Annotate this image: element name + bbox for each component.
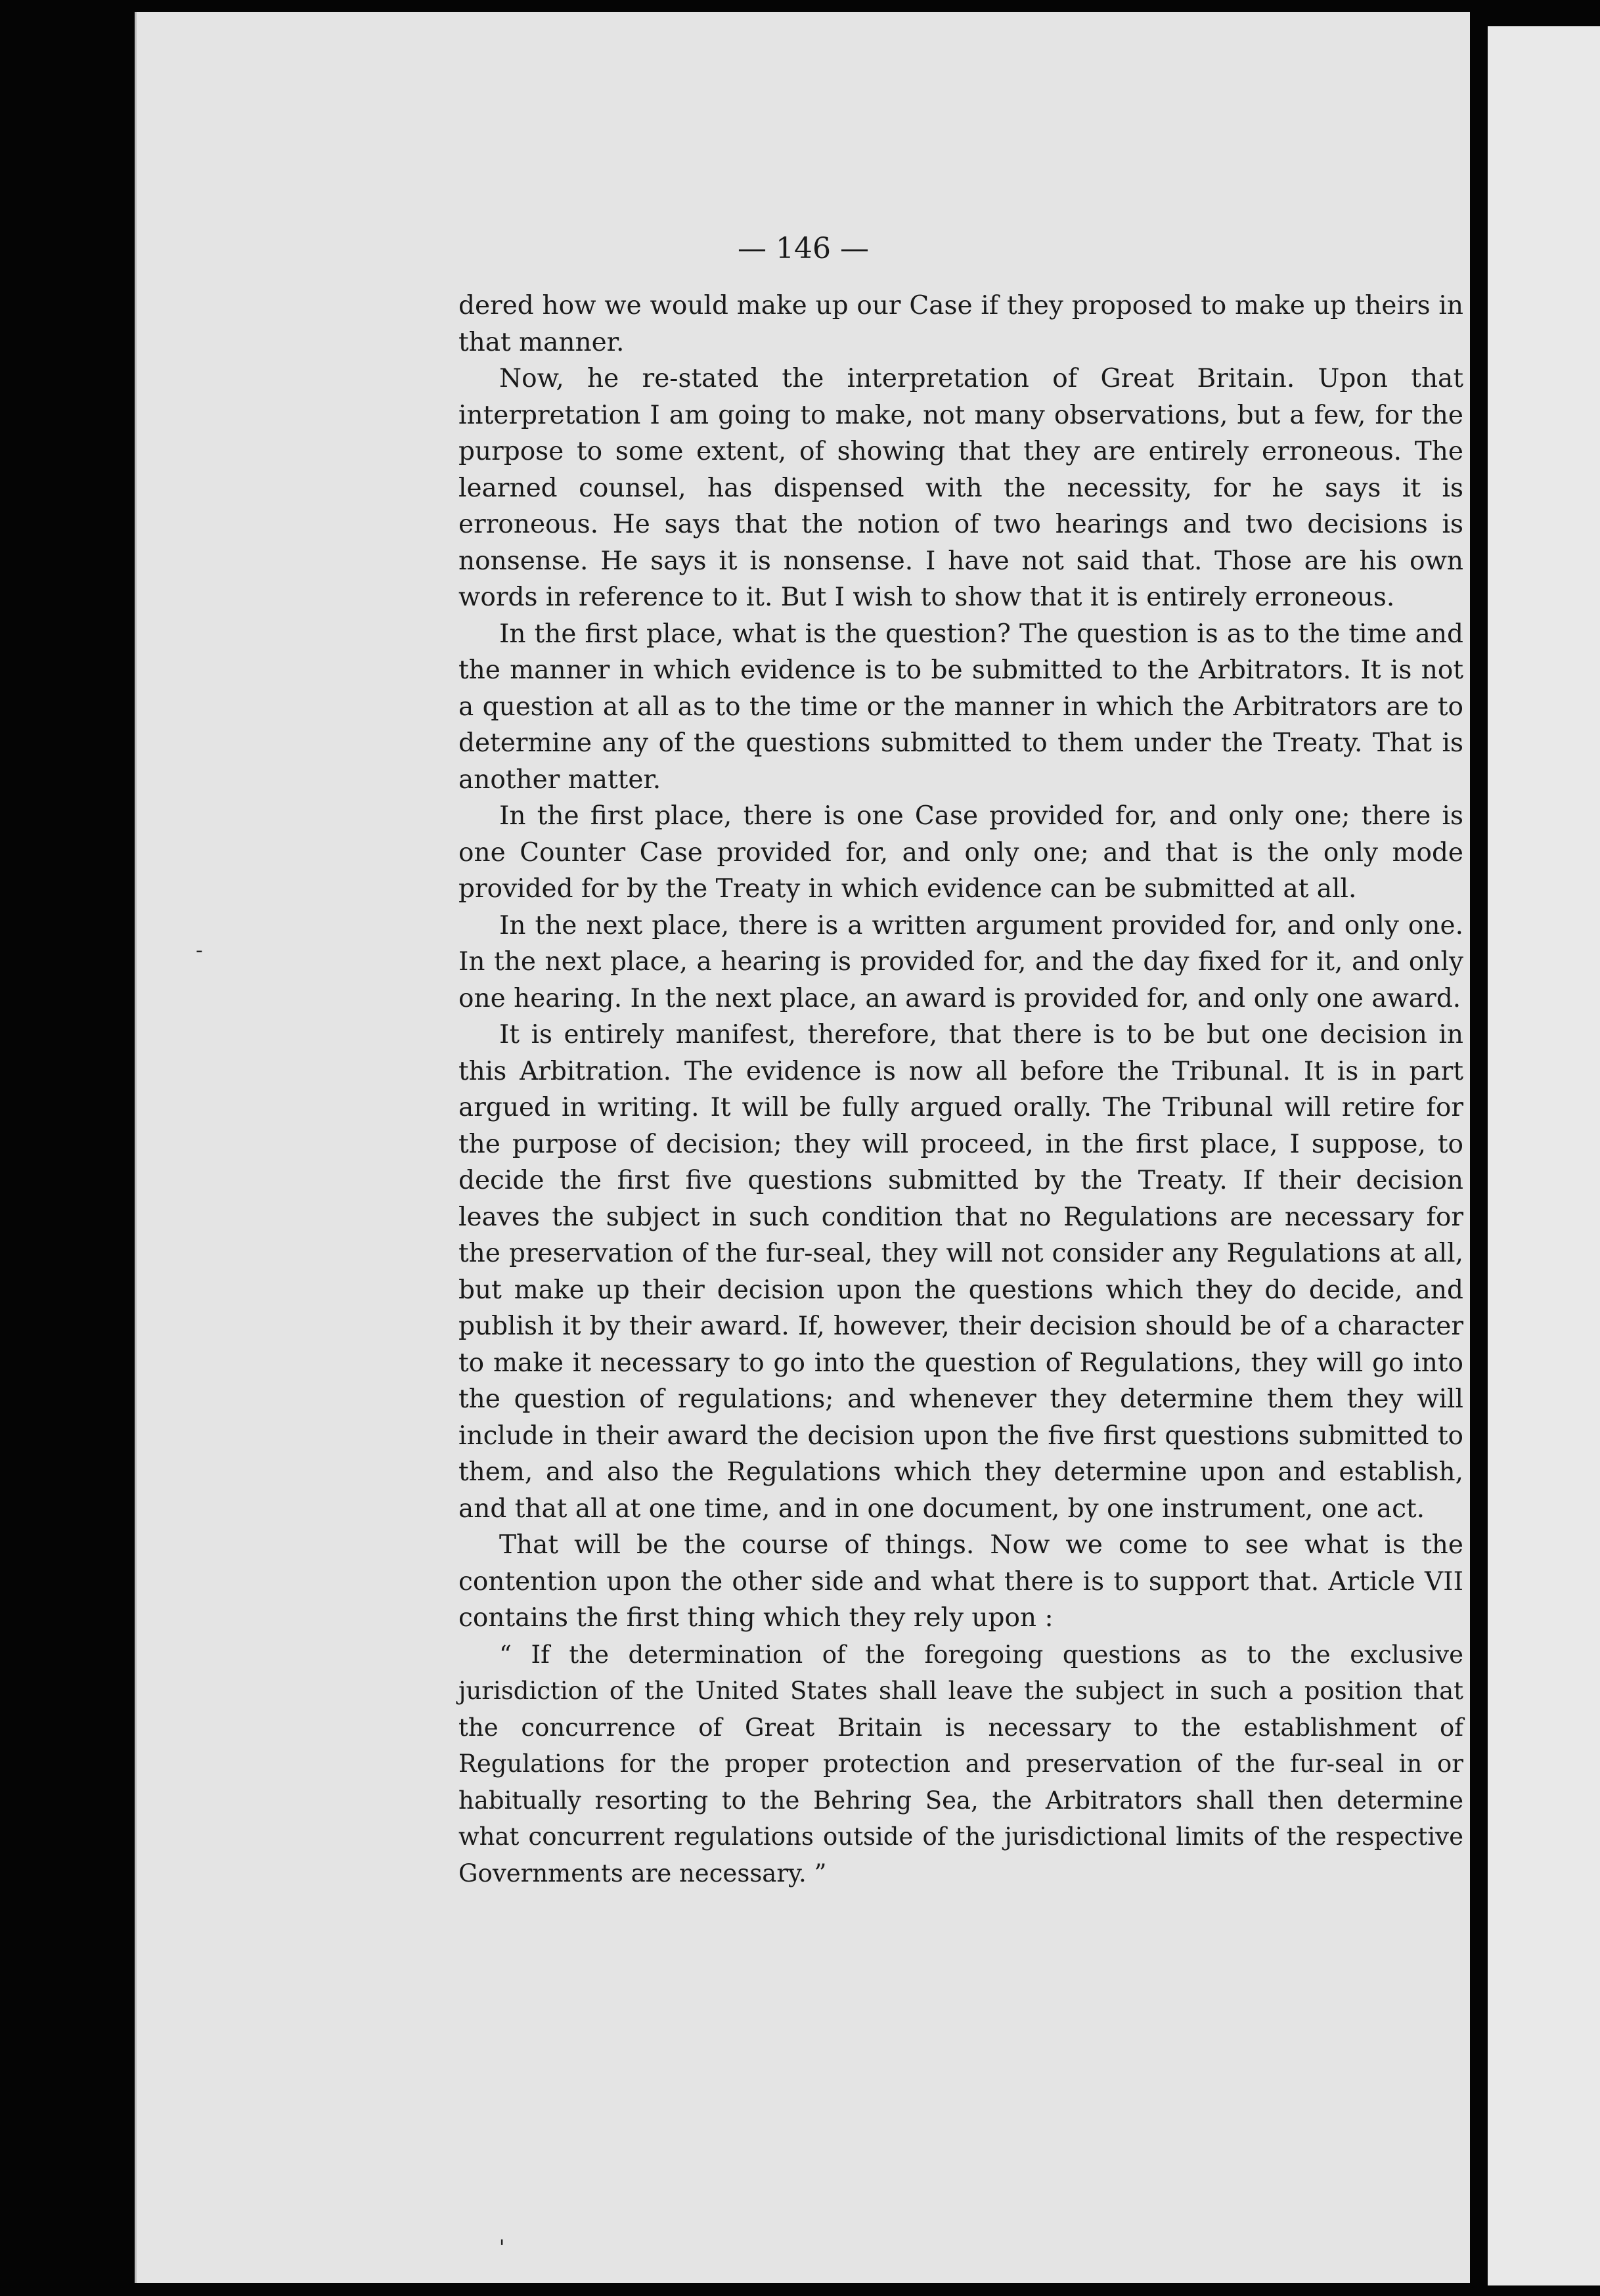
paragraph-1: dered how we would make up our Case if they proposed to make up theirs in that manner.	[458, 291, 1463, 357]
body-text	[458, 288, 1463, 1891]
bottom-mark: '	[499, 2236, 505, 2259]
paragraph-5: In the next place, there is a written argument provided for, and only one. In the next place, a hearing is provided for, and the day fixed for it, and only one hearing. In the next place, an award is provided for, and only one award.	[458, 910, 1463, 1013]
paragraph-4: In the first place, there is one Case provided for, and only one; there is one Counter Case provided for, and only one; and that is the only mode provided for by the Treaty in which evidence can be submitted at all.	[458, 801, 1463, 904]
paragraph-3: In the first place, what is the question? The question is as to the time and the manner in which evidence is to be submitted to the Arbitrators. It is not a question at all as to the time or the manner in which the Arbitrators are to determine any of the questions submitted to them under the Treaty. That is another matter.	[458, 619, 1463, 795]
quoted-article: “ If the determination of the foregoing questions as to the exclusive jurisdiction of the United States shall leave the subject in such a position that the concurrence of Great Britain is necessary to the establishment of Regulations for the proper protection and preservation of the fur-seal in or habitually resorting to the Behring Sea, the Arbitrators shall then determine what concurrent regulations outside of the jurisdictional limits of the respective Governments are necessary. ”	[458, 1640, 1463, 1888]
adjacent-page-edge	[1488, 26, 1600, 2285]
page-number: — 146 —	[738, 232, 869, 265]
margin-mark: -	[196, 939, 203, 962]
paragraph-2: Now, he re-stated the interpretation of Great Britain. Upon that interpretation I am going to make, not many observations, but a few, for the purpose to some extent, of showing that they are entirely erroneous. The learned counsel, has dispensed with the necessity, for he says it is erroneous. He says that the notion of two hearings and two decisions is nonsense. He says it is nonsense. I have not said that. Those are his own words in reference to it. But I wish to show that it is entirely erroneous.	[458, 364, 1463, 612]
paragraph-6: It is entirely manifest, therefore, that there is to be but one decision in this Arbitration. The evidence is now all before the Tribunal. It is in part argued in writing. It will be fully argued orally. The Tribunal will retire for the purpose of decision; they will proceed, in the first place, I suppose, to decide the first five questions submitted by the Treaty. If their decision leaves the subject in such condition that no Regulations are necessary for the preservation of the fur-seal, they will not consider any Regulations at all, but make up their decision upon the questions which they do decide, and publish it by their award. If, however, their decision should be of a character to make it necessary to go into the question of Regulations, they will go into the question of regulations; and whenever they determine them they will include in their award the decision upon the five first questions submitted to them, and also the Regulations which they determine upon and establish, and that all at one time, and in one document, by one instrument, one act.	[458, 1020, 1463, 1524]
paragraph-7: That will be the course of things. Now we come to see what is the contention upon the other side and what there is to support that. Article VII contains the first thing which they rely upon :	[458, 1530, 1463, 1633]
document-page	[135, 12, 1470, 2283]
